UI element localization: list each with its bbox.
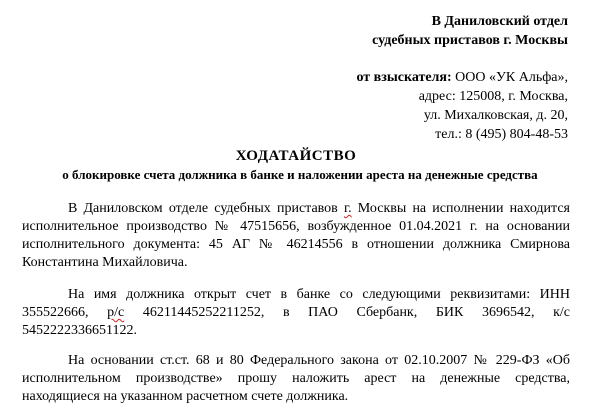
paragraph-2-line-2-text-a: 355522666, (22, 305, 108, 320)
paragraph-bank-details (22, 286, 570, 340)
document-subtitle: о блокировке счета должника в банке и наложении ареста на денежные средства (62, 167, 538, 182)
addressee-line-1: В Даниловский отдел (431, 14, 568, 29)
claimant-name: ООО «УК Альфа», (451, 70, 568, 85)
paragraph-1-line-4: Константина Михайловича. (22, 255, 188, 270)
claimant-phone: тел.: 8 (495) 804-48-53 (435, 127, 568, 142)
paragraph-request (22, 352, 570, 406)
spellcheck-marked-word: р/с (107, 305, 125, 320)
addressee-block (372, 12, 568, 50)
claimant-block (356, 68, 568, 144)
paragraph-3-line-3: находящиеся на указанном расчетном счете должника. (22, 389, 349, 404)
claimant-address-2: ул. Михалковская, д. 20, (423, 108, 568, 123)
paragraph-1-line-3: исполнительного документа: 45 АГ № 46214556 в отношении должника Смирнова (22, 237, 570, 252)
paragraph-2-line-1: На имя должника открыт счет в банке со следующими реквизитами: ИНН (68, 287, 570, 302)
paragraph-case-info (22, 200, 570, 272)
claimant-address-1: адрес: 125008, г. Москва, (418, 89, 568, 104)
claimant-label: от взыскателя: (356, 70, 452, 85)
paragraph-1-line-1-text-a: В Даниловском отделе судебных приставов (68, 201, 344, 216)
document-title: ХОДАТАЙСТВО (235, 148, 357, 164)
paragraph-2-line-2-text-c: 46211445252211252, в ПАО Сбербанк, БИК 3696542, к/с (124, 305, 570, 320)
spellcheck-marked-word: г. (343, 201, 352, 216)
paragraph-2-line-3: 5452222336651122. (22, 323, 137, 338)
addressee-line-2: судебных приставов г. Москвы (372, 33, 568, 48)
claimant-name-line (356, 68, 568, 87)
paragraph-1-line-1-text-c: Москвы на исполнении находится (351, 201, 570, 216)
paragraph-3-line-1: На основании ст.ст. 68 и 80 Федерального закона от 02.10.2007 № 229-ФЗ «Об (68, 353, 570, 368)
paragraph-2-line-2 (22, 304, 570, 322)
paragraph-3-line-2: исполнительном производстве» прошу наложить арест на денежные средства, (22, 371, 570, 386)
paragraph-1-line-1 (22, 200, 570, 218)
paragraph-1-line-2: исполнительное производство № 47515656, возбужденное 01.04.2021 г. на основании (22, 219, 570, 234)
